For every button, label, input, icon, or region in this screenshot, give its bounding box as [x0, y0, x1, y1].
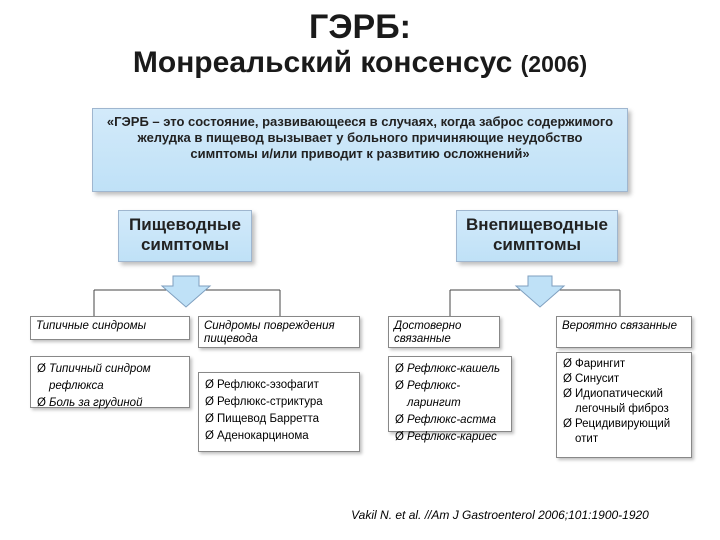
category-esophageal: Пищеводные симптомы [118, 210, 252, 262]
title-year: (2006) [520, 51, 588, 77]
column-header-probable: Вероятно связанные [556, 316, 692, 348]
list-item: Ø Рефлюкс-эзофагит [205, 377, 353, 394]
title-line1: ГЭРБ: [309, 8, 411, 46]
down-arrow-icon [162, 276, 210, 307]
list-item: Ø Синусит [563, 373, 620, 385]
list-item: Ø Боль за грудиной [37, 395, 183, 412]
list-typical [30, 356, 190, 408]
bullet-arrow-icon: Ø [563, 418, 572, 430]
down-arrow-icon [516, 276, 564, 307]
bullet-arrow-icon: Ø [205, 379, 214, 391]
list-damage [198, 372, 360, 452]
column-header-definite: Достоверно связанные [388, 316, 500, 348]
bullet-arrow-icon: Ø [563, 388, 572, 400]
definition-box: «ГЭРБ – это состояние, развивающееся в случаях, когда заброс содержимого желудка в пищевод вызывает у больного причиняющие неудобство симптомы и/или приводит к развитию осложнений» [92, 108, 628, 192]
list-item: Ø Рефлюкс-кашель [395, 361, 505, 378]
column-header-typical: Типичные синдромы [30, 316, 190, 340]
bullet-arrow-icon: Ø [395, 380, 404, 392]
bullet-arrow-icon: Ø [37, 397, 46, 409]
list-definite [388, 356, 512, 443]
bullet-arrow-icon: Ø [395, 431, 404, 443]
list-item: Ø Рефлюкс-стриктура [205, 394, 353, 411]
list-item: Ø Типичный синдром рефлюкса [37, 361, 183, 395]
list-item: Ø Идиопатический легочный фиброз [563, 388, 669, 415]
bullet-arrow-icon: Ø [205, 396, 214, 408]
bullet-arrow-icon: Ø [395, 414, 404, 426]
bullet-arrow-icon: Ø [205, 430, 214, 442]
bullet-arrow-icon: Ø [37, 363, 46, 375]
bullet-arrow-icon: Ø [395, 363, 404, 375]
list-item: Ø Фарингит [563, 358, 626, 370]
citation: Vakil N. et al. //Am J Gastroenterol 2006;101:1900-1920 [351, 508, 649, 522]
list-probable [556, 352, 692, 458]
title-main: Монреальский консенсус [132, 46, 513, 79]
bullet-arrow-icon: Ø [563, 358, 572, 370]
category-extraesophageal: Внепищеводные симптомы [456, 210, 618, 262]
list-item: Ø Пищевод Барретта [205, 411, 353, 428]
list-item: Ø Рефлюкс-кариес [395, 429, 505, 446]
list-item: Ø Рефлюкс-ларингит [395, 378, 505, 412]
bullet-arrow-icon: Ø [205, 413, 214, 425]
list-item: Ø Рефлюкс-астма [395, 412, 505, 429]
bullet-arrow-icon: Ø [563, 373, 572, 385]
column-header-damage: Синдромы повреждения пищевода [198, 316, 360, 348]
list-item: Ø Рецидивирующий отит [563, 418, 671, 445]
list-item: Ø Аденокарцинома [205, 428, 353, 445]
